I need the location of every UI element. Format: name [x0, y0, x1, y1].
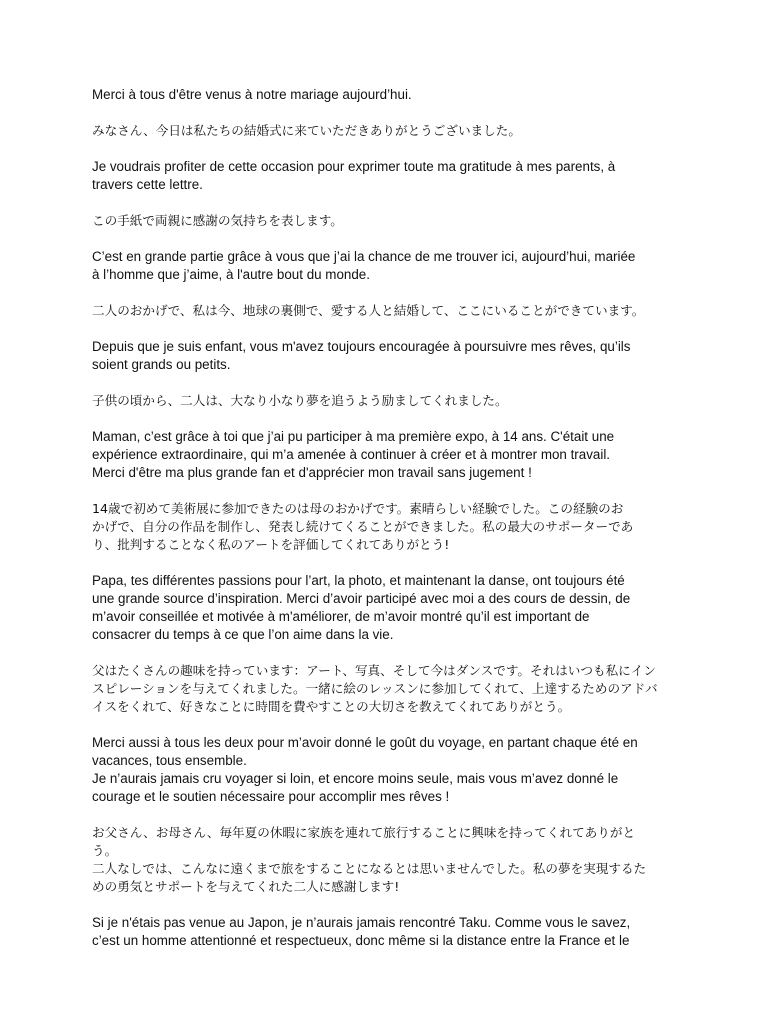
paragraph-japanese [92, 302, 672, 320]
paragraph-french [92, 572, 672, 644]
text-line: Maman, c’est grâce à toi que j’ai pu participer à ma première expo, à 14 ans. C'était une [92, 429, 615, 444]
paragraph-french [92, 338, 672, 374]
text-line: c’est un homme attentionné et respectueux, donc même si la distance entre la France et le [92, 933, 630, 948]
text-line: soient grands ou petits. [92, 357, 231, 372]
text-line: みなさん、今日は私たちの結婚式に来ていただきありがとうございました。 [92, 123, 521, 138]
text-line: 二人なしでは、こんなに遠くまで旅をすることになるとは思いませんでした。私の夢を実現するた [92, 861, 647, 876]
paragraph-japanese [92, 662, 672, 716]
text-line: めの勇気とサポートを与えてくれた二人に感謝します! [92, 879, 400, 894]
text-line: Merci d'être ma plus grande fan et d'apprécier mon travail sans jugement ! [92, 465, 532, 480]
paragraph-french [92, 428, 672, 482]
text-line: 二人のおかげで、私は今、地球の裏側で、愛する人と結婚して、ここにいることができています。 [92, 303, 645, 318]
text-line: Merci aussi à tous les deux pour m’avoir donné le goût du voyage, en partant chaque été en [92, 735, 638, 750]
text-line: Depuis que je suis enfant, vous m'avez toujours encouragée à poursuivre mes rêves, qu’ils [92, 339, 631, 354]
text-line: 子供の頃から、二人は、大なり小なり夢を追うよう励ましてくれました。 [92, 393, 508, 408]
paragraph-french [92, 734, 672, 806]
text-line: vacances, tous ensemble. [92, 753, 247, 768]
text-line: consacrer du temps à ce que l’on aime dans la vie. [92, 627, 394, 642]
paragraph-japanese [92, 212, 672, 230]
paragraph-japanese [92, 122, 672, 140]
paragraph-japanese [92, 824, 672, 896]
text-line: スピレーションを与えてくれました。一緒に絵のレッスンに参加してくれて、上達するためのアドバ [92, 681, 658, 696]
text-line: travers cette lettre. [92, 177, 203, 192]
paragraph-french [92, 158, 672, 194]
paragraph-japanese [92, 392, 672, 410]
text-line: お父さん、お母さん、毎年夏の休暇に家族を連れて旅行することに興味を持ってくれてありがと [92, 825, 636, 840]
text-line: Je voudrais profiter de cette occasion pour exprimer toute ma gratitude à mes parents, à [92, 159, 616, 174]
text-line: かげで、自分の作品を制作し、発表し続けてくることができました。私の最大のサポーターであ [92, 519, 634, 534]
text-line: 14歳で初めて美術展に参加できたのは母のおかげです。素晴らしい経験でした。この経験のお [92, 501, 624, 516]
text-line: り、批判することなく私のアートを評価してくれてありがとう! [92, 537, 450, 552]
paragraph-french [92, 914, 672, 950]
text-line: expérience extraordinaire, qui m’a amenée à continuer à créer et à montrer mon travail. [92, 447, 611, 462]
text-line: une grande source d’inspiration. Merci d’avoir participé avec moi a des cours de dessin, de [92, 591, 631, 606]
text-line: Si je n'étais pas venue au Japon, je n’aurais jamais rencontré Taku. Comme vous le savez, [92, 915, 631, 930]
text-line: Papa, tes différentes passions pour l’art, la photo, et maintenant la danse, ont toujours été [92, 573, 625, 588]
text-line: à l’homme que j’aime, à l'autre bout du monde. [92, 267, 370, 282]
text-line: Merci à tous d'être venus à notre mariage aujourd’hui. [92, 87, 412, 102]
text-line: Je n’aurais jamais cru voyager si loin, et encore moins seule, mais vous m’avez donné le [92, 771, 619, 786]
letter-document [92, 86, 672, 968]
paragraph-french [92, 86, 672, 104]
text-line: C’est en grande partie grâce à vous que j’ai la chance de me trouver ici, aujourd’hui, mariée [92, 249, 636, 264]
text-line: う。 [92, 843, 118, 858]
paragraph-french [92, 248, 672, 284]
text-line: courage et le soutien nécessaire pour accomplir mes rêves ! [92, 789, 450, 804]
text-line: この手紙で両親に感謝の気持ちを表します。 [92, 213, 343, 228]
text-line: イスをくれて、好きなことに時間を費やすことの大切さを教えてくれてありがとう。 [92, 699, 571, 714]
text-line: 父はたくさんの趣味を持っています：アート、写真、そして今はダンスです。それはいつも私にイン [92, 663, 656, 678]
paragraph-japanese [92, 500, 672, 554]
text-line: m’avoir conseillée et motivée à m'améliorer, de m’avoir montré qu’il est important de [92, 609, 590, 624]
